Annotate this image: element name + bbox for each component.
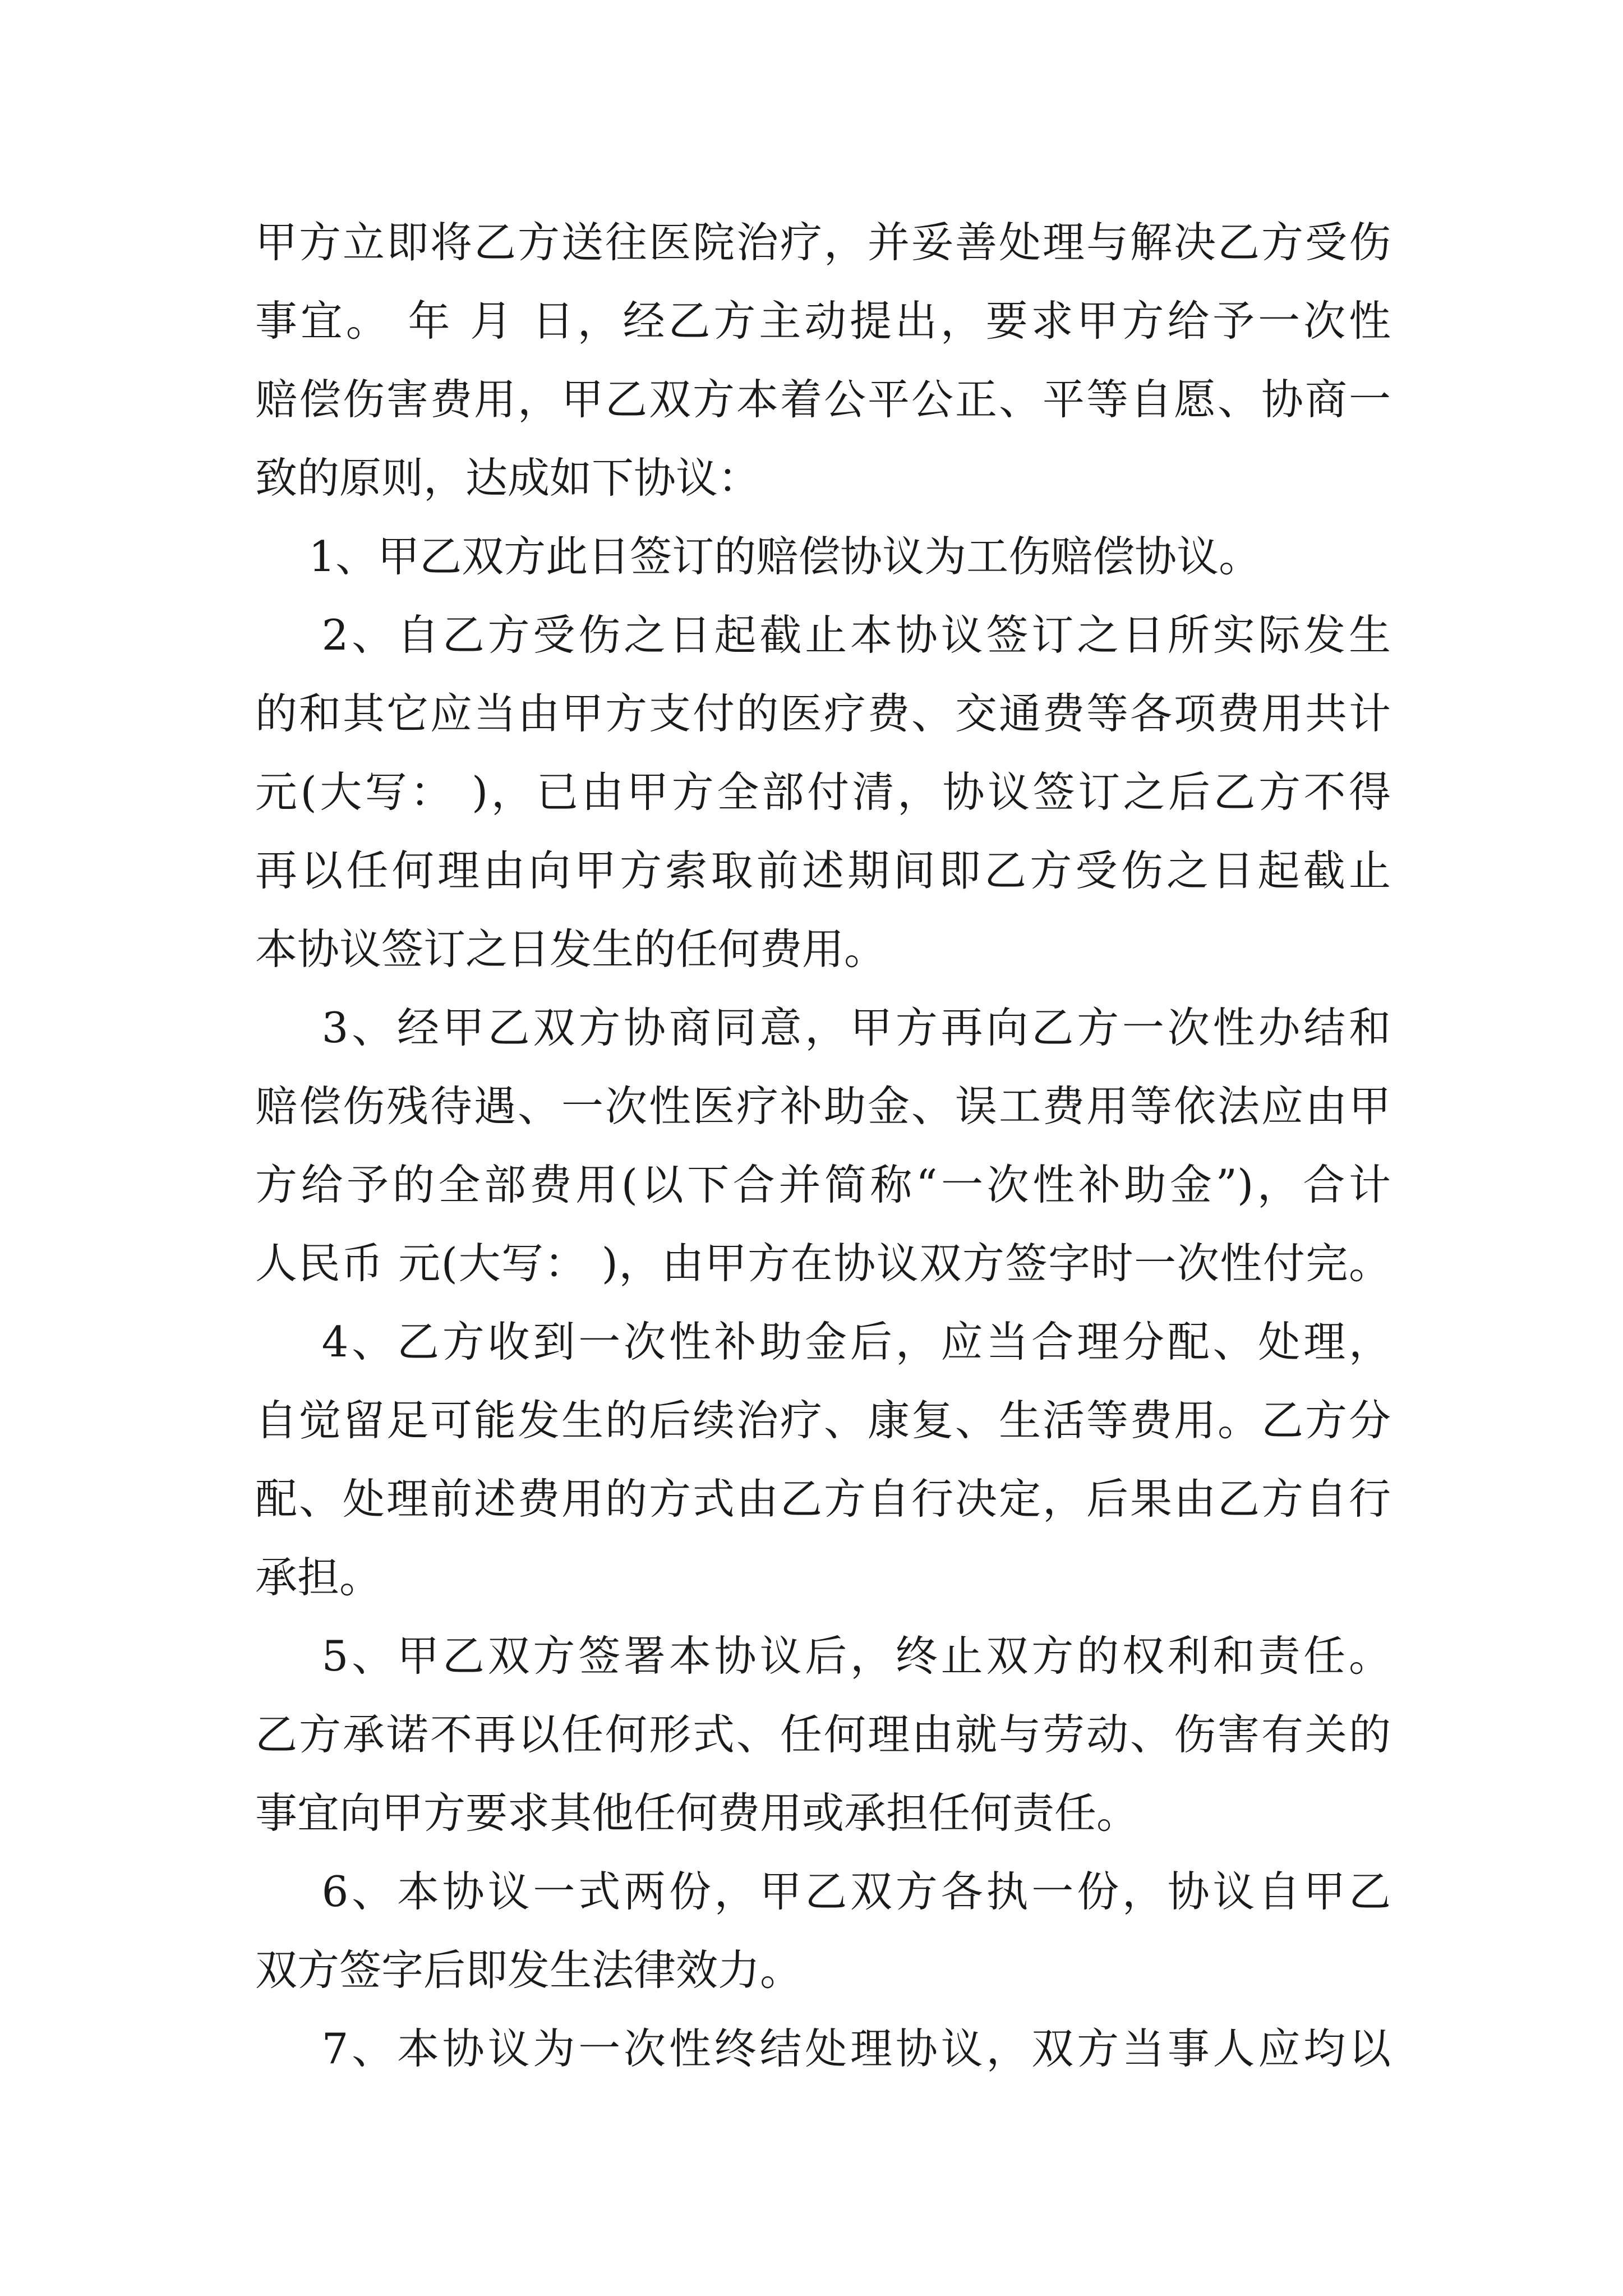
text-line: 1、甲乙双方此日签订的赔偿协议为工伤赔偿协议。 — [255, 532, 1261, 581]
text-line: 方给予的全部费用(以下合并简称“一次性补助金”)，合计 — [255, 1160, 1391, 1209]
text-line: 本协议签订之日发生的任何费用。 — [255, 924, 887, 974]
text-line: 元(大写： )，已由甲方全部付清，协议签订之后乙方不得 — [255, 767, 1391, 817]
text-line: 承担。 — [255, 1553, 382, 1602]
text-line: 3、经甲乙双方协商同意，甲方再向乙方一次性办结和 — [255, 1003, 1391, 1052]
text-line: 乙方承诺不再以任何形式、任何理由就与劳动、伤害有关的 — [255, 1710, 1391, 1759]
agreement-body — [255, 203, 1391, 2088]
text-line: 赔偿伤残待遇、一次性医疗补助金、误工费用等依法应由甲 — [255, 1082, 1391, 1131]
text-line: 自觉留足可能发生的后续治疗、康复、生活等费用。乙方分 — [255, 1396, 1391, 1445]
text-line: 双方签字后即发生法律效力。 — [255, 1945, 803, 1995]
text-line: 甲方立即将乙方送往医院治疗，并妥善处理与解决乙方受伤 — [255, 218, 1391, 267]
text-line: 再以任何理由向甲方索取前述期间即乙方受伤之日起截止 — [255, 846, 1391, 895]
text-line: 4、乙方收到一次性补助金后，应当合理分配、处理， — [255, 1317, 1391, 1366]
text-line: 致的原则，达成如下协议： — [255, 453, 760, 503]
text-line: 配、处理前述费用的方式由乙方自行决定，后果由乙方自行 — [255, 1474, 1391, 1524]
text-line: 6、本协议一式两份，甲乙双方各执一份，协议自甲乙 — [255, 1867, 1391, 1916]
text-line: 7、本协议为一次性终结处理协议，双方当事人应均以 — [255, 2024, 1391, 2073]
text-line: 2、自乙方受伤之日起截止本协议签订之日所实际发生 — [255, 610, 1391, 660]
text-line: 的和其它应当由甲方支付的医疗费、交通费等各项费用共计 — [255, 689, 1391, 738]
text-line: 赔偿伤害费用，甲乙双方本着公平公正、平等自愿、协商一 — [255, 375, 1391, 424]
text-line: 5、甲乙双方签署本协议后，终止双方的权利和责任。 — [255, 1631, 1391, 1681]
text-line: 事宜向甲方要求其他任何费用或承担任何责任。 — [255, 1788, 1139, 1838]
text-line: 人民币 元(大写： )，由甲方在协议双方签字时一次性付完。 — [255, 1239, 1391, 1288]
text-line: 事宜。 年 月 日，经乙方主动提出，要求甲方给予一次性 — [255, 296, 1391, 346]
